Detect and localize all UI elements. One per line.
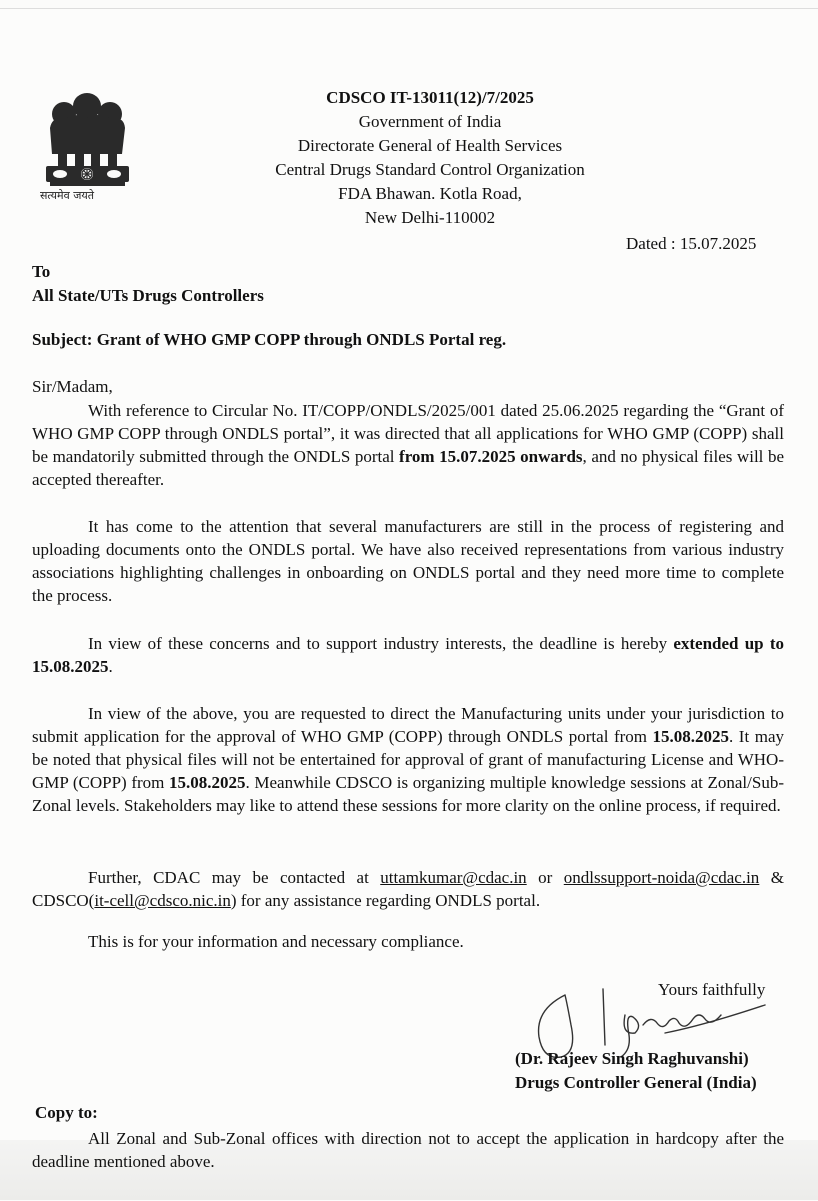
paragraph-text: & CDSCO( xyxy=(32,868,784,910)
letterhead-line: Central Drugs Standard Control Organization xyxy=(275,160,585,179)
paragraph-text: With reference to Circular No. IT/COPP/ONDLS/2025/001 dated 25.06.2025 regarding the “Grant of WHO GMP COPP through ONDLS portal”, it was directed that all applications for WHO GMP (COPP) shall be mandatorily submitted through the ONDLS portal xyxy=(32,401,784,466)
subject-line: Subject: Grant of WHO GMP COPP through ONDLS Portal reg. xyxy=(32,330,507,349)
paragraph-text: This is for your information and necessary compliance. xyxy=(88,932,464,951)
paragraph-text: Further, CDAC may be contacted at xyxy=(88,868,381,887)
to-label: To xyxy=(32,262,51,281)
email-link-it-cell[interactable]: it-cell@cdsco.nic.in xyxy=(94,891,231,910)
letterhead-line: FDA Bhawan. Kotla Road, xyxy=(338,184,522,203)
paragraph-text: In view of the above, you are requested to direct the Manufacturing units under your jurisdiction to submit application for the approval of WHO GMP (COPP) through ONDLS portal from xyxy=(32,704,784,746)
copy-to-heading: Copy to: xyxy=(35,1103,98,1122)
emblem-motto: सत्यमेव जयते xyxy=(40,189,95,202)
paragraph-text: In view of these concerns and to support industry interests, the deadline is hereby xyxy=(88,634,674,653)
copy-to-text xyxy=(32,1127,784,1173)
paragraph-bold: extended up to 15.08.2025 xyxy=(32,634,785,676)
signatory-name: (Dr. Rajeev Singh Raghuvanshi) xyxy=(515,1049,749,1068)
paragraph-3 xyxy=(32,632,784,678)
paragraph-bold: 15.08.2025 xyxy=(168,773,246,792)
paragraph-text: . Meanwhile CDSCO is organizing multiple knowledge sessions at Zonal/Sub-Zonal levels. Stakeholders may like to attend these sessions for more clarity on the online process, if required. xyxy=(32,773,784,815)
paragraph-text: . xyxy=(108,657,113,676)
date-line: Dated : 15.07.2025 xyxy=(626,234,757,253)
paragraph-6 xyxy=(32,930,784,953)
paragraph-5 xyxy=(32,866,784,912)
paragraph-text: . It may be noted that physical files will not be entertained for approval of grant of manufacturing License and WHO-GMP (COPP) from xyxy=(32,727,784,792)
paragraph-1 xyxy=(32,399,784,491)
paragraph-bold: from 15.07.2025 onwards xyxy=(399,447,583,466)
paragraph-text: ) for any assistance regarding ONDLS portal. xyxy=(230,891,541,910)
email-link-uttamkumar[interactable]: uttamkumar@cdac.in xyxy=(380,868,527,887)
paragraph-bold: 15.08.2025 xyxy=(652,727,730,746)
paragraph-text: It has come to the attention that several manufacturers are still in the process of registering and uploading documents onto the ONDLS portal. We have also received representations from various industry associations highlighting challenges in onboarding on ONDLS portal and they need more time to complete the process. xyxy=(32,517,784,605)
email-link-ondlssupport[interactable]: ondlssupport-noida@cdac.in xyxy=(563,868,760,887)
salutation: Sir/Madam, xyxy=(32,377,113,396)
letterhead-line: Government of India xyxy=(358,112,502,131)
closing: Yours faithfully xyxy=(658,980,766,999)
letterhead xyxy=(230,86,630,230)
addressee: All State/UTs Drugs Controllers xyxy=(32,286,264,305)
paragraph-text: or xyxy=(526,868,564,887)
paragraph-2 xyxy=(32,515,784,607)
letterhead-line: Directorate General of Health Services xyxy=(297,136,563,155)
paragraph-text: All Zonal and Sub-Zonal offices with direction not to accept the application in hardcopy after the deadline mentioned above. xyxy=(32,1129,784,1171)
signatory-title: Drugs Controller General (India) xyxy=(515,1073,757,1092)
reference-number: CDSCO IT-13011(12)/7/2025 xyxy=(326,88,534,107)
paragraph-text: , and no physical files will be accepted thereafter. xyxy=(32,447,784,489)
letterhead-line: New Delhi-110002 xyxy=(364,208,496,227)
paragraph-4 xyxy=(32,702,784,817)
